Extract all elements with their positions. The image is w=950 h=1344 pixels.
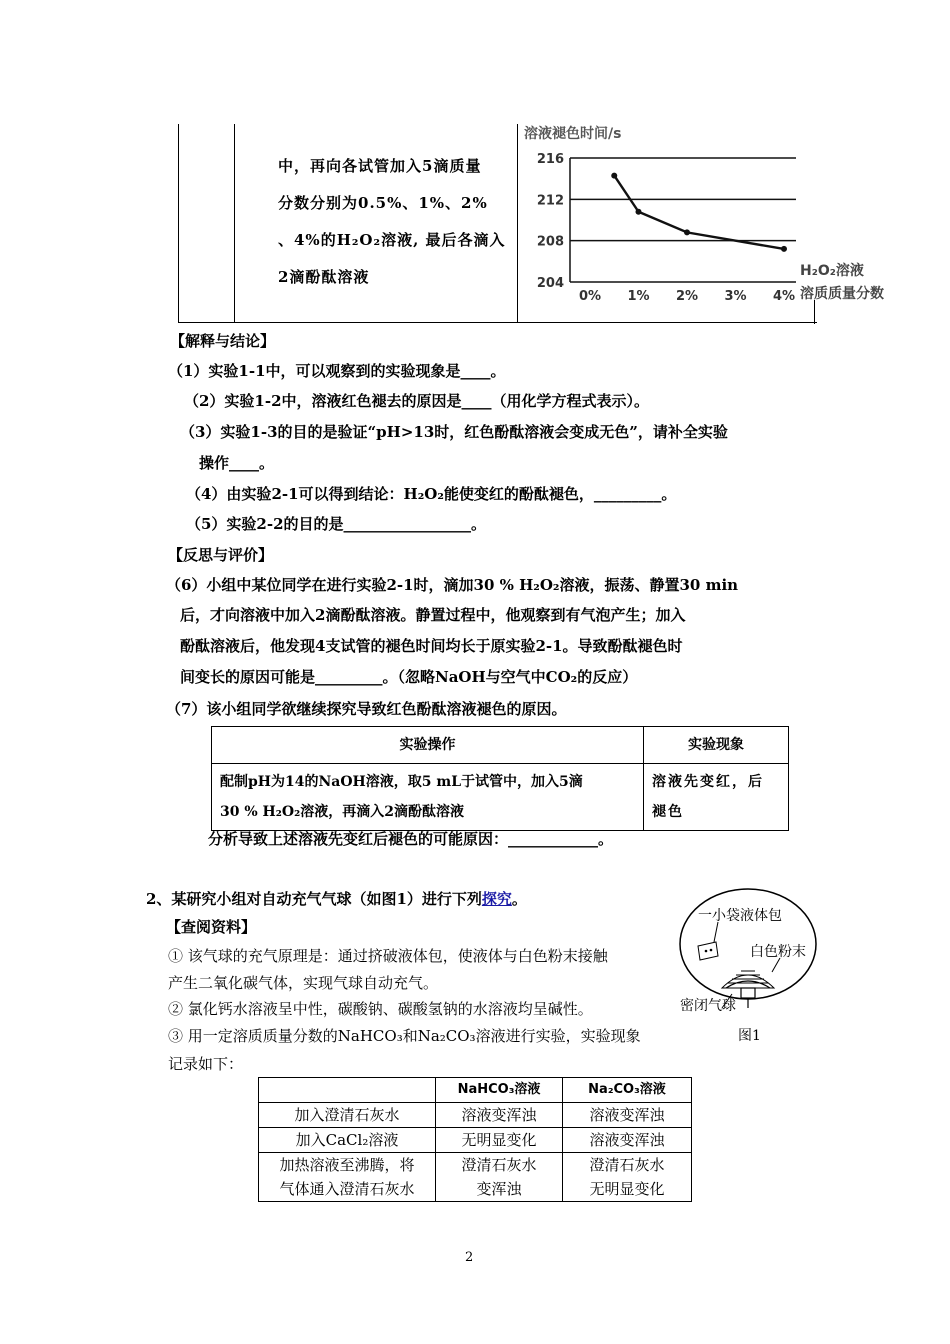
table-cell: 溶液变浑浊 xyxy=(436,1103,563,1128)
operation-line: 配制pH为14的NaOH溶液，取5 mL于试管中，加入5滴 xyxy=(220,774,583,790)
results-table xyxy=(258,1077,692,1202)
question-text: 后，才向溶液中加入2滴酚酞溶液。静置过程中，他观察到有气泡产生；加入 xyxy=(180,606,686,624)
x-tick-label: 0% xyxy=(578,289,602,304)
question-text: （3）实验1-3的目的是验证“pH>13时，红色酚酞溶液会变成无色”，请补全实验 xyxy=(180,423,728,441)
reference-text: ③ 用一定溶质质量分数的NaHCO₃和Na₂CO₃溶液进行实验，实验现象 xyxy=(168,1027,641,1045)
chart-ylabel: 溶液褪色时间/s xyxy=(524,126,622,142)
table-cell xyxy=(212,764,644,831)
label-bag: 一小袋液体包 xyxy=(698,908,782,924)
x-tick-label: 3% xyxy=(724,289,747,304)
table-cell: 加入澄清石灰水 xyxy=(259,1103,436,1128)
figure-caption: 图1 xyxy=(738,1028,761,1044)
chart-xlabel: 溶质质量分数 xyxy=(800,286,884,302)
question-text: （6）小组中某位同学在进行实验2-1时，滴加30 % H₂O₂溶液，振荡、静置30 min xyxy=(166,576,739,594)
cell-line: 澄清石灰水 xyxy=(589,1156,665,1174)
table-cell xyxy=(644,764,789,831)
table-header: Na₂CO₃溶液 xyxy=(563,1078,692,1103)
phenomenon-line: 褪色 xyxy=(652,804,684,820)
section-heading: 【反思与评价】 xyxy=(168,546,274,564)
question-text: 操作____。 xyxy=(199,454,275,472)
cell-line: 澄清石灰水 xyxy=(461,1156,537,1174)
reference-text: ② 氯化钙水溶液呈中性，碳酸钠、碳酸氢钠的水溶液均呈碱性。 xyxy=(168,1000,593,1018)
y-tick-label: 212 xyxy=(536,193,564,209)
y-tick-label: 208 xyxy=(536,234,564,250)
table-header: NaHCO₃溶液 xyxy=(436,1078,563,1103)
chart-xlabel: H₂O₂溶液 xyxy=(800,263,864,279)
procedure-line: 2滴酚酞溶液 xyxy=(278,268,370,286)
y-tick-label: 216 xyxy=(536,152,564,167)
label-balloon: 密闭气球 xyxy=(680,998,736,1014)
operation-line: 30 % H₂O₂溶液，再滴入2滴酚酞溶液 xyxy=(220,804,464,820)
fade-time-chart xyxy=(518,118,918,318)
liquid-bag xyxy=(698,942,718,960)
question-text: （4）由实验2-1可以得到结论：H₂O₂能使变红的酚酞褪色，_________。 xyxy=(186,485,677,503)
x-tick-label: 1% xyxy=(627,289,650,304)
page-number: 2 xyxy=(465,1250,474,1265)
procedure-line: 、4%的H₂O₂溶液, 最后各滴入 xyxy=(278,231,506,249)
table-header: 实验现象 xyxy=(644,727,789,764)
x-tick-label: 2% xyxy=(675,289,699,304)
table-cell xyxy=(563,1153,692,1202)
procedure-line: 分数分别为0.5%、1%、2% xyxy=(278,194,488,212)
balloon-figure xyxy=(676,884,836,1054)
data-point xyxy=(611,173,617,179)
question-text: 分析导致上述溶液先变红后褪色的可能原因：____________。 xyxy=(208,830,614,848)
cell-line: 变浑浊 xyxy=(476,1180,522,1198)
section-heading: 【查阅资料】 xyxy=(166,918,257,936)
top-table-divider xyxy=(234,124,235,322)
data-point xyxy=(636,209,642,215)
experiment-table xyxy=(211,726,789,831)
x-tick-label: 4% xyxy=(772,289,796,304)
table-header xyxy=(259,1078,436,1103)
cell-line: 气体通入澄清石灰水 xyxy=(279,1180,415,1198)
question-text: 间变长的原因可能是_________。（忽略NaOH与空气中CO₂的反应） xyxy=(180,668,638,686)
table-cell xyxy=(436,1153,563,1202)
table-header: 实验操作 xyxy=(212,727,644,764)
question-text: （7）该小组同学欲继续探究导致红色酚酞溶液褪色的原因。 xyxy=(166,700,567,718)
reference-text: ① 该气球的充气原理是：通过挤破液体包，使液体与白色粉末接触 xyxy=(168,947,608,965)
title-text: 2、某研究小组对自动充气气球（如图1）进行下列 xyxy=(146,890,482,908)
data-point xyxy=(684,229,690,235)
valve xyxy=(741,988,755,998)
table-cell: 加入CaCl₂溶液 xyxy=(259,1128,436,1153)
table-cell: 无明显变化 xyxy=(436,1128,563,1153)
cell-line: 加热溶液至沸腾，将 xyxy=(279,1156,415,1174)
reference-text: 记录如下： xyxy=(168,1055,244,1073)
cell-line: 无明显变化 xyxy=(589,1180,665,1198)
label-powder: 白色粉末 xyxy=(750,944,806,960)
question-text: （1）实验1-1中，可以观察到的实验现象是____。 xyxy=(168,362,506,380)
table-cell: 溶液变浑浊 xyxy=(563,1103,692,1128)
y-tick-label: 204 xyxy=(536,276,564,291)
section-heading: 【解释与结论】 xyxy=(170,332,276,350)
question-text: 酚酞溶液后，他发现4支试管的褪色时间均长于原实验2-1。导致酚酞褪色时 xyxy=(180,637,683,655)
data-point xyxy=(781,246,787,252)
question-title xyxy=(146,888,527,909)
phenomenon-line: 溶液先变红，后 xyxy=(652,774,764,790)
explore-link[interactable]: 探究 xyxy=(481,890,512,908)
table-cell xyxy=(259,1153,436,1202)
question-text: （5）实验2-2的目的是_________________。 xyxy=(186,515,487,533)
procedure-line: 中，再向各试管加入5滴质量 xyxy=(278,157,482,175)
title-text: 。 xyxy=(511,890,527,908)
table-cell: 溶液变浑浊 xyxy=(563,1128,692,1153)
reference-text: 产生二氧化碳气体，实现气球自动充气。 xyxy=(168,974,439,992)
question-text: （2）实验1-2中，溶液红色褪去的原因是____（用化学方程式表示）。 xyxy=(184,392,650,410)
